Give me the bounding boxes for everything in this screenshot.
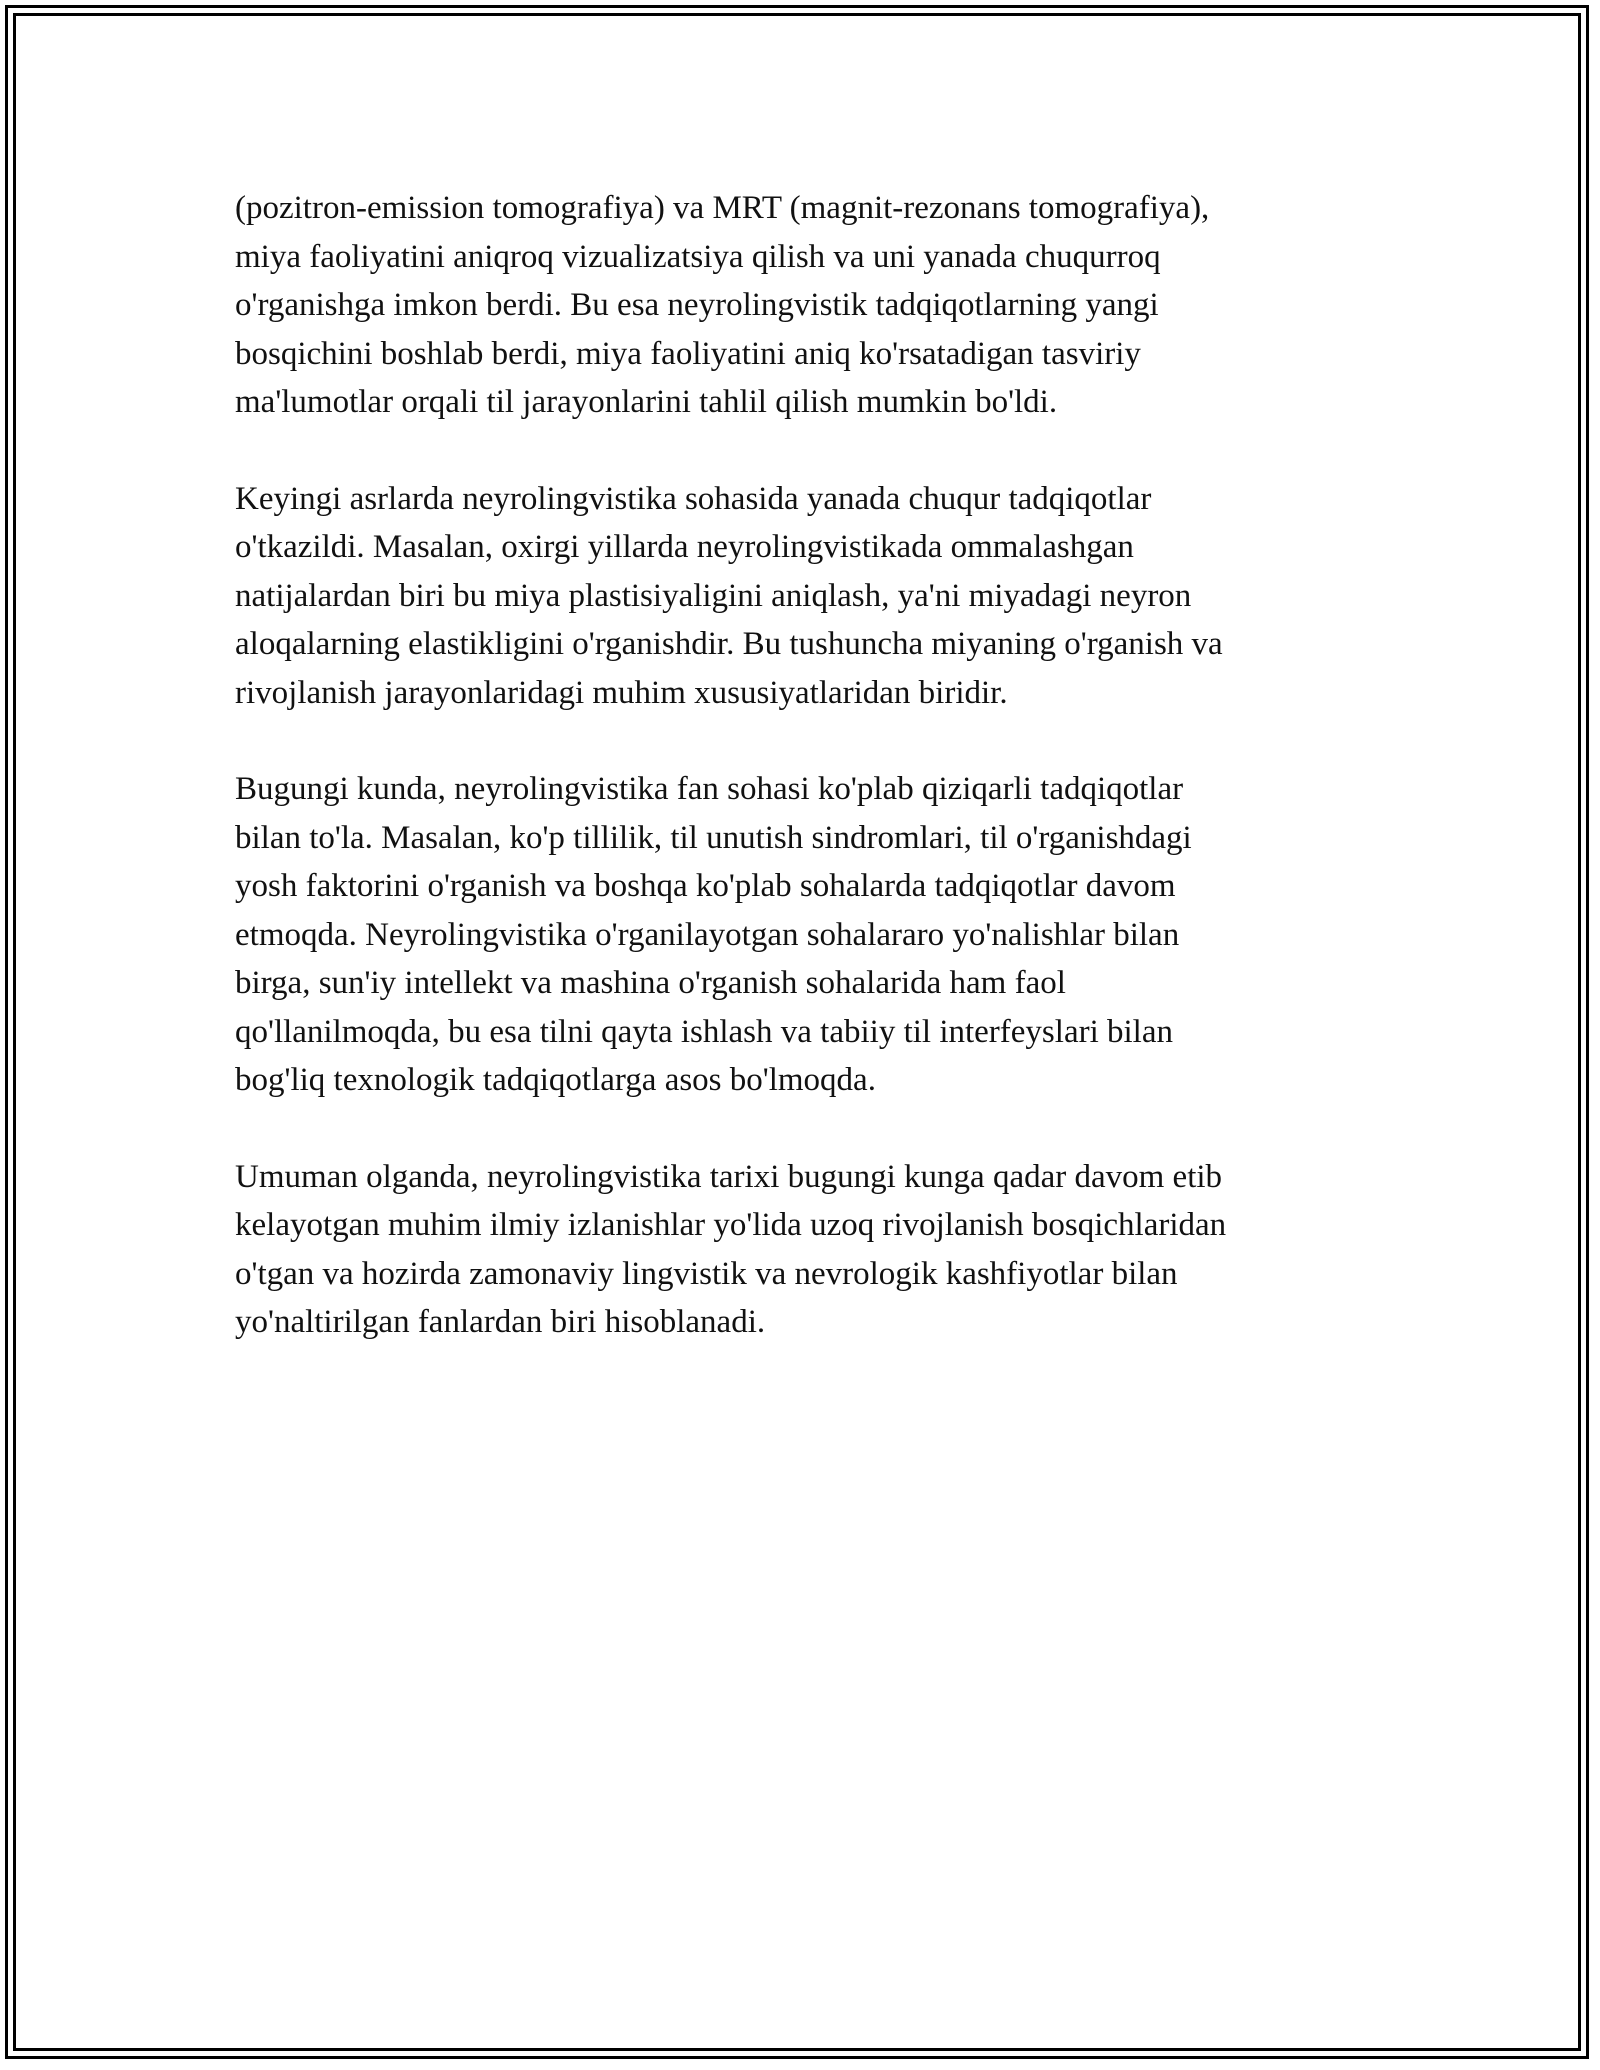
text-line: o'tgan va hozirda zamonaviy lingvistik va nevrologik kashfiyotlar bilan	[235, 1255, 1178, 1292]
text-line: bilan to'la. Masalan, ko'p tillilik, til unutish sindromlari, til o'rganishdagi	[235, 819, 1192, 856]
text-line: ma'lumotlar orqali til jarayonlarini tahlil qilish mumkin bo'ldi.	[235, 384, 1058, 420]
text-line: etmoqda. Neyrolingvistika o'rganilayotgan sohalararo yo'nalishlar bilan	[235, 916, 1180, 953]
text-line: aloqalarning elastikligini o'rganishdir. Bu tushuncha miyaning o'rganish va	[235, 626, 1223, 662]
text-line: birga, sun'iy intellekt va mashina o'rganish sohalarida ham faol	[235, 965, 1066, 1001]
paragraph-1	[235, 184, 1375, 427]
text-line: bosqichini boshlab berdi, miya faoliyatini aniq ko'rsatadigan tasviriy	[235, 335, 1141, 372]
text-line: o'tkazildi. Masalan, oxirgi yillarda neyrolingvistikada ommalashgan	[235, 529, 1134, 565]
text-line: rivojlanish jarayonlaridagi muhim xususiyatlaridan biridir.	[235, 674, 1008, 711]
text-line: kelayotgan muhim ilmiy izlanishlar yo'lida uzoq rivojlanish bosqichlaridan	[235, 1207, 1227, 1243]
text-line: (pozitron-emission tomografiya) va MRT (magnit-rezonans tomografiya),	[235, 190, 1210, 226]
text-line: Umuman olganda, neyrolingvistika tarixi bugungi kunga qadar davom etib	[235, 1158, 1223, 1195]
text-line: o'rganishga imkon berdi. Bu esa neyrolingvistik tadqiqotlarning yangi	[235, 287, 1159, 323]
text-line: yo'naltirilgan fanlardan biri hisoblanadi.	[235, 1304, 766, 1340]
text-line: Bugungi kunda, neyrolingvistika fan sohasi ko'plab qiziqarli tadqiqotlar	[235, 771, 1184, 807]
paragraph-4	[235, 1153, 1375, 1347]
text-line: natijalardan biri bu miya plastisiyaligini aniqlash, ya'ni miyadagi neyron	[235, 577, 1192, 614]
paragraph-2	[235, 475, 1375, 718]
text-line: qo'llanilmoqda, bu esa tilni qayta ishlash va tabiiy til interfeyslari bilan	[235, 1013, 1173, 1050]
text-line: bog'liq texnologik tadqiqotlarga asos bo'lmoqda.	[235, 1062, 876, 1098]
text-line: yosh faktorini o'rganish va boshqa ko'plab sohalarda tadqiqotlar davom	[235, 868, 1176, 904]
document-body	[235, 184, 1375, 1347]
paragraph-3	[235, 765, 1375, 1105]
text-line: miya faoliyatini aniqroq vizualizatsiya qilish va uni yanada chuqurroq	[235, 238, 1161, 275]
text-line: Keyingi asrlarda neyrolingvistika sohasida yanada chuqur tadqiqotlar	[235, 480, 1152, 517]
